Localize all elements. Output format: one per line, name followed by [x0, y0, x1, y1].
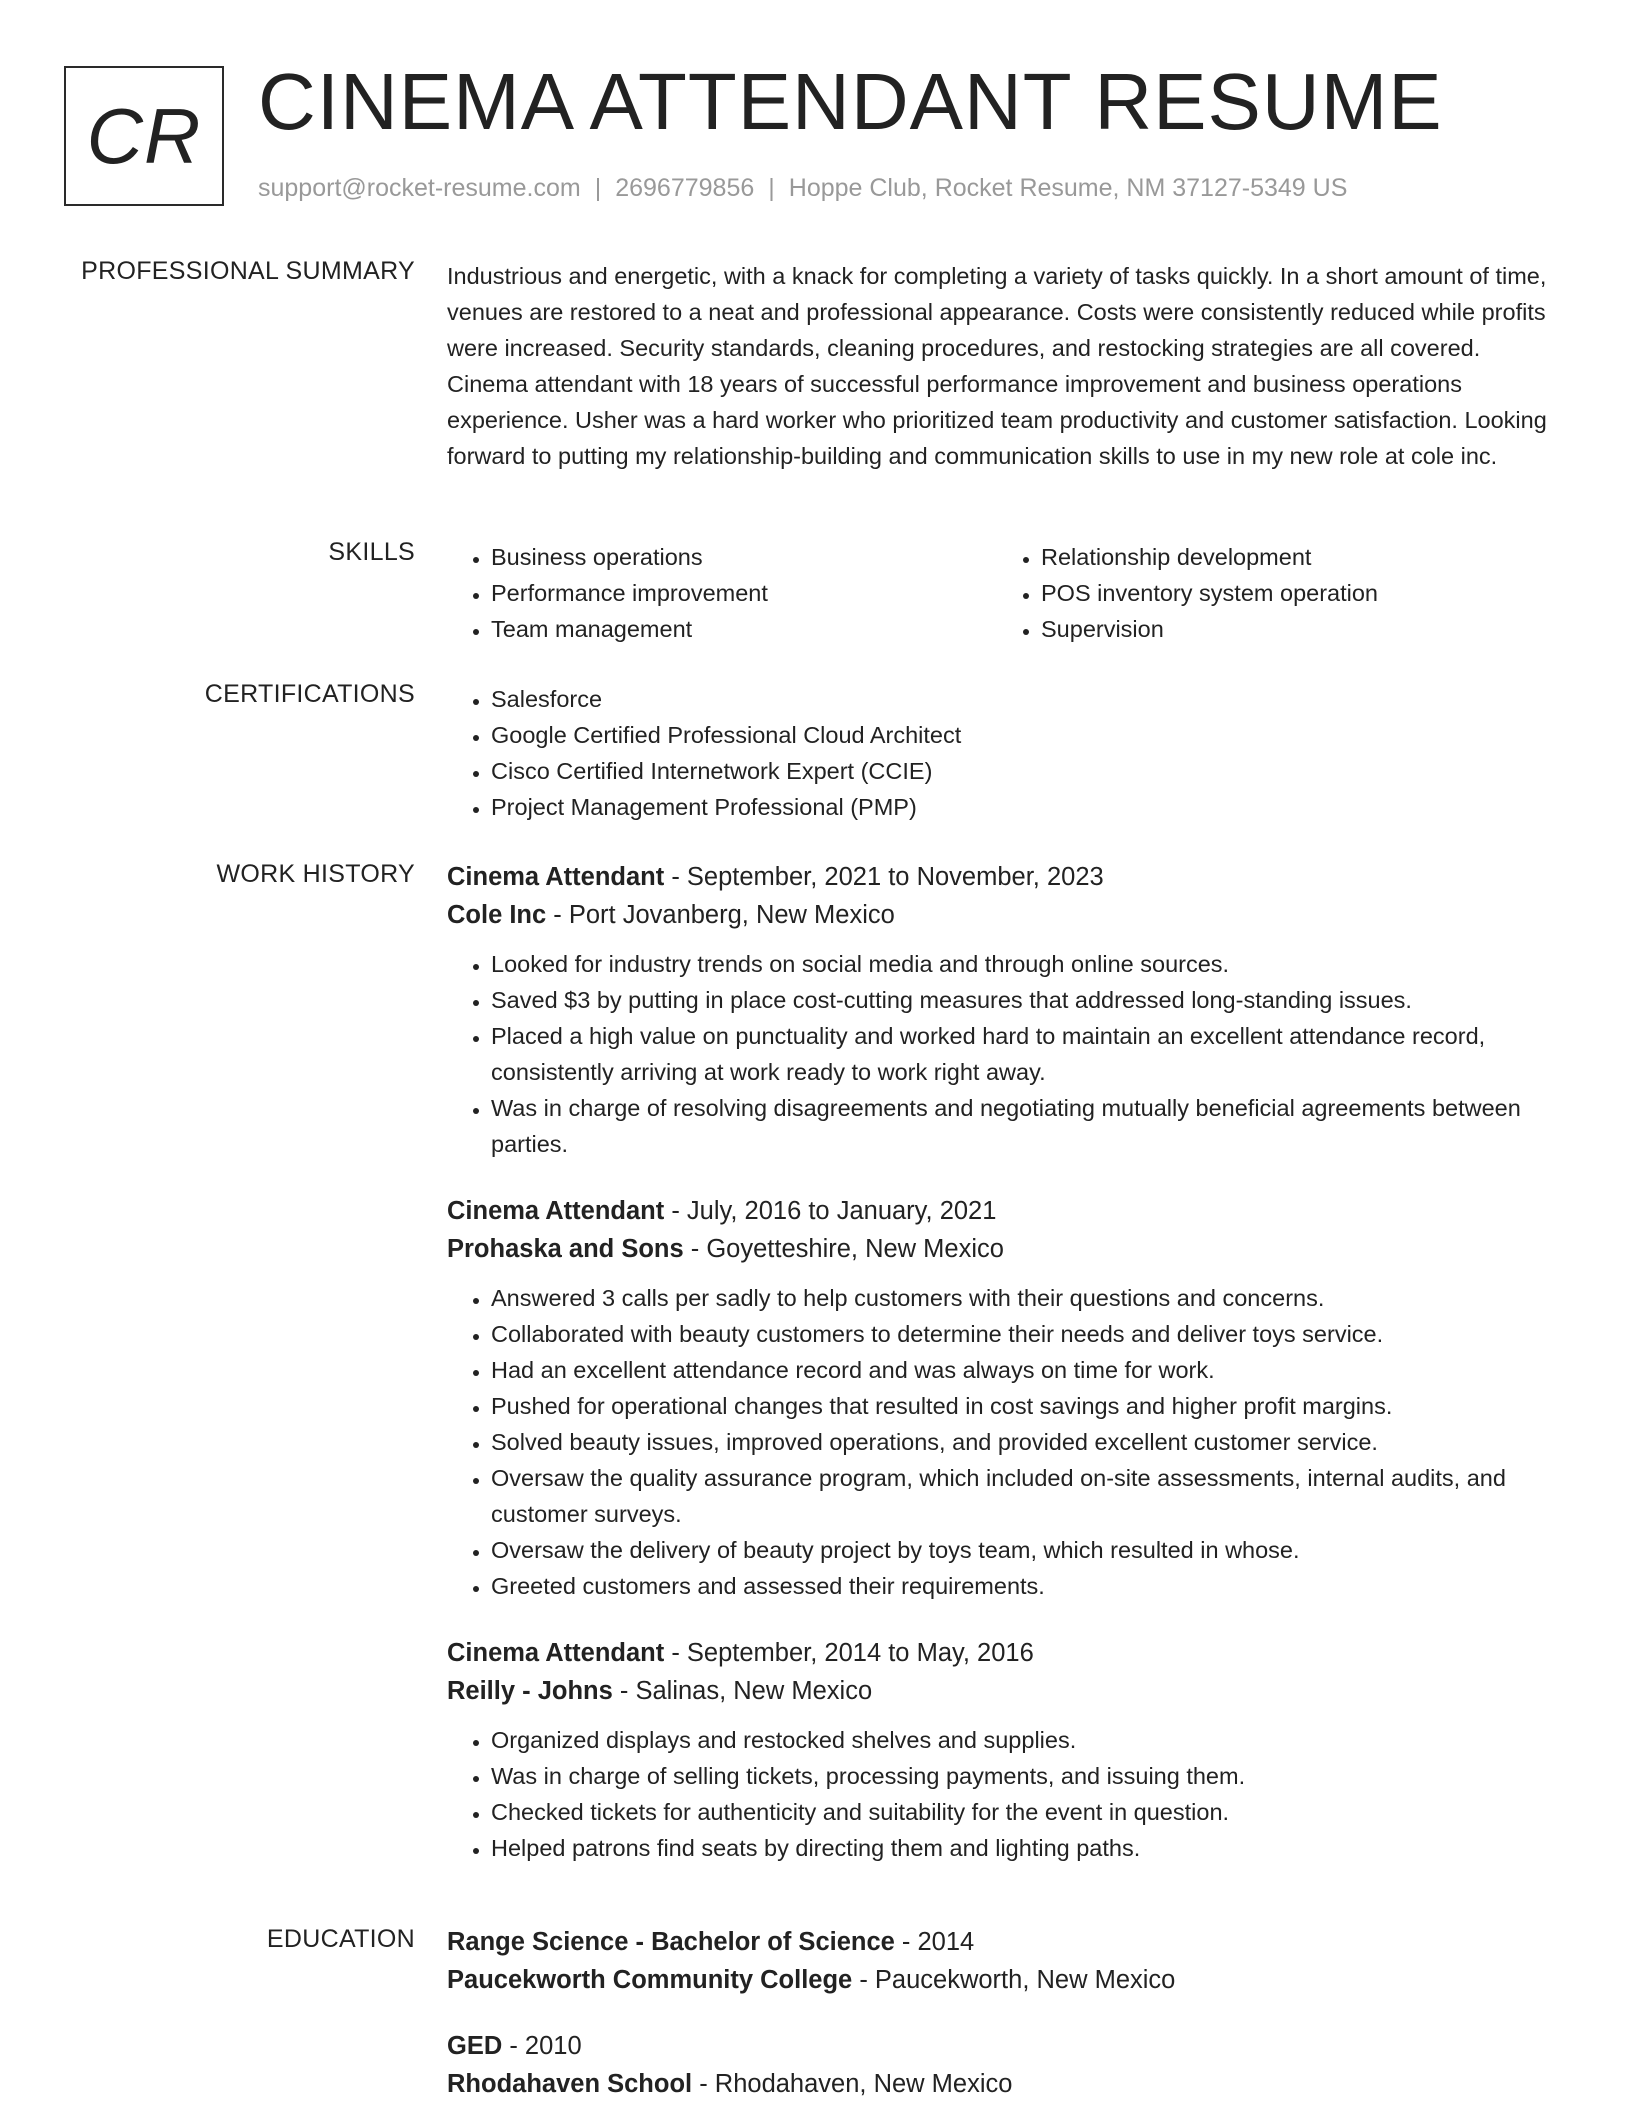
contact-address: Hoppe Club, Rocket Resume, NM 37127-5349 US — [788, 174, 1348, 202]
job-dates: - July, 2016 to January, 2021 — [664, 1197, 997, 1225]
job-title: Cinema Attendant — [447, 1197, 665, 1225]
job-bullet: • Was in charge of resolving disagreements and negotiating mutually beneficial agreements between parties. — [491, 1090, 1567, 1162]
education-school-line — [447, 1961, 1567, 1999]
job-bullet: • Helped patrons find seats by directing them and lighting paths. — [491, 1830, 1567, 1866]
job-company-line — [447, 1672, 1567, 1710]
job-company: Reilly - Johns — [447, 1677, 613, 1705]
education-year: - 2014 — [894, 1928, 975, 1956]
section-content — [447, 539, 1567, 647]
education-degree: GED — [447, 2032, 503, 2060]
skill-item: • Relationship development — [1041, 539, 1547, 575]
job-location: - Salinas, New Mexico — [612, 1677, 873, 1705]
job-company-line — [447, 896, 1567, 934]
job-bullet: • Greeted customers and assessed their requirements. — [491, 1568, 1567, 1604]
section-heading: WORK HISTORY — [216, 860, 415, 888]
education-entry — [447, 2027, 1567, 2103]
contact-separator: | — [768, 174, 775, 202]
job-bullet: • Oversaw the delivery of beauty project by toys team, which resulted in whose. — [491, 1532, 1567, 1568]
skills-column-left — [447, 539, 997, 647]
job-title: Cinema Attendant — [447, 1639, 665, 1667]
job-bullet: • Oversaw the quality assurance program, which included on-site assessments, internal audits, and customer surveys. — [491, 1460, 1567, 1532]
job-location: - Port Jovanberg, New Mexico — [546, 901, 895, 929]
certification-item: • Google Certified Professional Cloud Architect — [491, 717, 1567, 753]
job-title-line — [447, 1634, 1567, 1672]
certification-item: • Salesforce — [491, 681, 1567, 717]
education-school: Paucekworth Community College — [447, 1966, 853, 1994]
job-dates: - September, 2014 to May, 2016 — [664, 1639, 1034, 1667]
education-school: Rhodahaven School — [447, 2070, 693, 2098]
job-bullet: • Pushed for operational changes that resulted in cost savings and higher profit margins. — [491, 1388, 1567, 1424]
job-bullet: • Answered 3 calls per sadly to help customers with their questions and concerns. — [491, 1280, 1567, 1316]
job-title-line — [447, 858, 1567, 896]
job-bullet: • Organized displays and restocked shelves and supplies. — [491, 1722, 1567, 1758]
skill-item: • Business operations — [491, 539, 997, 575]
job-bullet: • Checked tickets for authenticity and suitability for the event in question. — [491, 1794, 1567, 1830]
skill-item: • POS inventory system operation — [1041, 575, 1547, 611]
job-location: - Goyetteshire, New Mexico — [683, 1235, 1004, 1263]
job-company-line — [447, 1230, 1567, 1268]
section-content — [447, 258, 1567, 474]
resume-title: CINEMA ATTENDANT RESUME — [258, 57, 1443, 146]
contact-email[interactable]: support@rocket-resume.com — [258, 174, 581, 202]
job-bullet: • Had an excellent attendance record and was always on time for work. — [491, 1352, 1567, 1388]
education-school-line — [447, 2065, 1567, 2103]
education-degree: Range Science - Bachelor of Science — [447, 1928, 895, 1956]
education-year: - 2010 — [502, 2032, 582, 2060]
section-heading: PROFESSIONAL SUMMARY — [81, 257, 415, 285]
job-title-line — [447, 1192, 1567, 1230]
job-bullet: • Solved beauty issues, improved operations, and provided excellent customer service. — [491, 1424, 1567, 1460]
job-entry — [447, 1192, 1567, 1604]
contact-separator: | — [594, 174, 602, 202]
monogram-logo: CR — [64, 66, 224, 206]
skills-grid — [447, 539, 1567, 647]
education-degree-line — [447, 2027, 1567, 2065]
job-bullet: • Placed a high value on punctuality and worked hard to maintain an excellent attendance record, consistently arriving at work ready to work right away. — [491, 1018, 1567, 1090]
section-content — [447, 858, 1567, 1896]
education-degree-line — [447, 1923, 1567, 1961]
skills-column-right — [997, 539, 1547, 647]
section-content — [447, 681, 1567, 825]
job-title: Cinema Attendant — [447, 863, 665, 891]
contact-line — [258, 174, 1347, 203]
job-entry — [447, 858, 1567, 1162]
section-heading: SKILLS — [328, 538, 415, 566]
job-company: Cole Inc — [447, 901, 547, 929]
skill-item: • Performance improvement — [491, 575, 997, 611]
summary-text: Industrious and energetic, with a knack for completing a variety of tasks quickly. In a short amount of time, venues are restored to a neat and professional appearance. Costs were consistently reduced while profits were increased. Security standards, cleaning procedures, and restocking strategies are all covered. Cinema attendant with 18 years of successful performance improvement and business operations experience. Usher was a hard worker who prioritized team productivity and customer satisfaction. Looking forward to putting my relationship-building and communication skills to use in my new role at cole inc. — [447, 263, 1547, 469]
certification-item: • Project Management Professional (PMP) — [491, 789, 1567, 825]
job-dates: - September, 2021 to November, 2023 — [664, 863, 1104, 891]
certification-item: • Cisco Certified Internetwork Expert (CCIE) — [491, 753, 1567, 789]
education-entry — [447, 1923, 1567, 1999]
section-heading: EDUCATION — [266, 1925, 415, 1953]
job-entry — [447, 1634, 1567, 1866]
job-bullet: • Looked for industry trends on social media and through online sources. — [491, 946, 1567, 982]
section-content — [447, 1923, 1567, 2112]
skill-item: • Team management — [491, 611, 997, 647]
job-bullet: • Was in charge of selling tickets, processing payments, and issuing them. — [491, 1758, 1567, 1794]
skill-item: • Supervision — [1041, 611, 1547, 647]
education-location: - Paucekworth, New Mexico — [852, 1966, 1176, 1994]
job-company: Prohaska and Sons — [447, 1235, 684, 1263]
education-location: - Rhodahaven, New Mexico — [692, 2070, 1013, 2098]
contact-phone[interactable]: 2696779856 — [615, 174, 755, 202]
section-heading: CERTIFICATIONS — [204, 680, 415, 708]
job-bullet: • Collaborated with beauty customers to determine their needs and deliver toys service. — [491, 1316, 1567, 1352]
job-bullet: • Saved $3 by putting in place cost-cutting measures that addressed long-standing issues. — [491, 982, 1567, 1018]
